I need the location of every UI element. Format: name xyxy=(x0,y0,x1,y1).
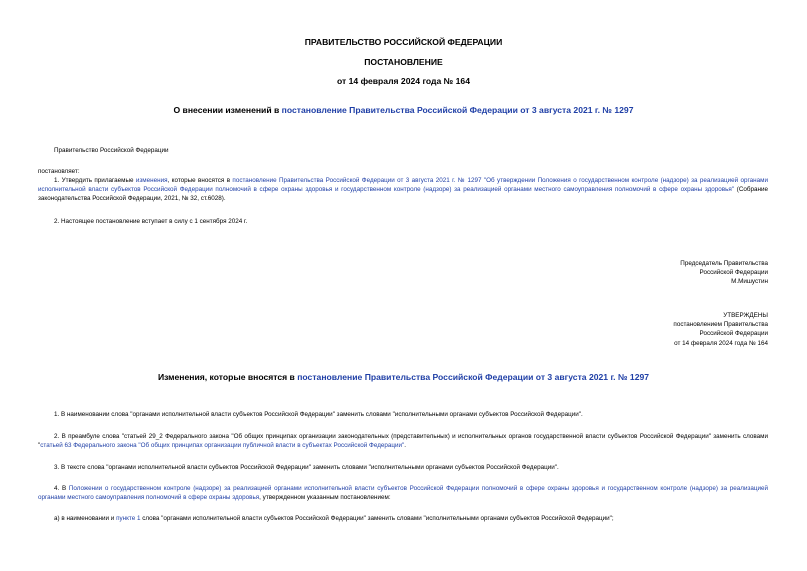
header-org: ПРАВИТЕЛЬСТВО РОССИЙСКОЙ ФЕДЕРАЦИИ xyxy=(304,37,503,47)
approved-line-2: постановлением Правительства xyxy=(673,321,768,329)
change-item-1: 1. В наименовании слова "органами исполнительной власти субъектов Российской Федерации" заменить словами "исполнительными органами субъектов Российской Федерации". xyxy=(54,411,583,418)
doc-title-prefix: О внесении изменений в xyxy=(173,105,282,115)
government-label: Правительство Российской Федерации xyxy=(54,147,169,154)
doc-type: ПОСТАНОВЛЕНИЕ xyxy=(364,57,443,67)
p1-text-c: (Собрание законодательства Российской Федерации, 2021, № 32, ст.6028). xyxy=(38,186,768,203)
signature-line-2: Российской Федерации xyxy=(699,269,768,277)
item2-text-a: 2. В преамбуле слова "статьей 29_2 Федерального закона "Об общих принципах организации законодательных (представительных) и исполнительных органов государственной власти субъектов Российской Федерации" заменить словами " xyxy=(38,433,768,450)
change-item-4 xyxy=(38,484,768,502)
paragraph-1 xyxy=(38,176,768,204)
doc-title-link[interactable]: постановление Правительства Российской Федерации от 3 августа 2021 г. № 1297 xyxy=(281,105,634,115)
point-1-link[interactable]: пункте 1 xyxy=(116,515,141,522)
decides-label: постановляет: xyxy=(38,168,80,175)
changes-link[interactable]: изменения xyxy=(135,177,168,184)
item4-text-b: , утвержденном указанным постановлением: xyxy=(259,494,391,502)
signature-line-1: Председатель Правительства xyxy=(680,260,768,267)
item4a-text-a: а) в наименовании и xyxy=(54,515,117,522)
p1-text-b: , которые вносятся в xyxy=(167,177,233,184)
doc-date-number: от 14 февраля 2024 года № 164 xyxy=(337,76,470,86)
approved-line-3: Российской Федерации xyxy=(699,330,768,338)
item4a-text-b: слова "органами исполнительной власти субъектов Российской Федерации" заменить словами "исполнительными органами субъектов Российской Федерации"; xyxy=(140,515,614,522)
changes-title-link[interactable]: постановление Правительства Российской Федерации от 3 августа 2021 г. № 1297 xyxy=(297,372,650,382)
signature-block xyxy=(680,259,768,287)
approved-block xyxy=(673,311,768,348)
approved-line-1: УТВЕРЖДЕНЫ xyxy=(723,312,768,319)
paragraph-2: 2. Настоящее постановление вступает в силу с 1 сентября 2024 г. xyxy=(54,218,248,225)
resolution-1297-link[interactable]: постановление Правительства Российской Федерации от 3 августа 2021 г. № 1297 "Об утверждении Положения о государственном контроле (надзоре) за реализацией органами исполнительной власти субъектов Российской Федерации полномочий в сфере охраны здоровья и государственном контроле (надзоре) за реализацией органами местного самоуправления полномочий в сфере охраны здоровья" xyxy=(38,177,768,194)
signature-line-3: М.Мишустин xyxy=(731,278,768,286)
regulation-link[interactable]: Положении о государственном контроле (надзоре) за реализацией органами исполнительной власти субъектов Российской Федерации полномочий в сфере охраны здоровья и государственном контроле (надзоре) за реализацией органами местного самоуправления полномочий в сфере охраны здоровья xyxy=(38,485,769,502)
change-item-2 xyxy=(38,432,768,450)
change-item-4a xyxy=(54,514,614,523)
doc-title xyxy=(0,105,807,115)
item4-text-a: 4. В xyxy=(54,485,69,492)
changes-title xyxy=(0,372,807,382)
article-63-link[interactable]: статьей 63 Федерального закона "Об общих принципах организации публичной власти в субъектах Российской Федерации" xyxy=(40,442,405,450)
p1-text-a: 1. Утвердить прилагаемые xyxy=(54,177,136,184)
item2-text-b: . xyxy=(404,442,406,450)
changes-title-prefix: Изменения, которые вносятся в xyxy=(157,372,298,382)
approved-line-4: от 14 февраля 2024 года № 164 xyxy=(674,339,768,347)
change-item-3: 3. В тексте слова "органами исполнительной власти субъектов Российской Федерации" заменить словами "исполнительными органами субъектов Российской Федерации". xyxy=(54,464,559,471)
